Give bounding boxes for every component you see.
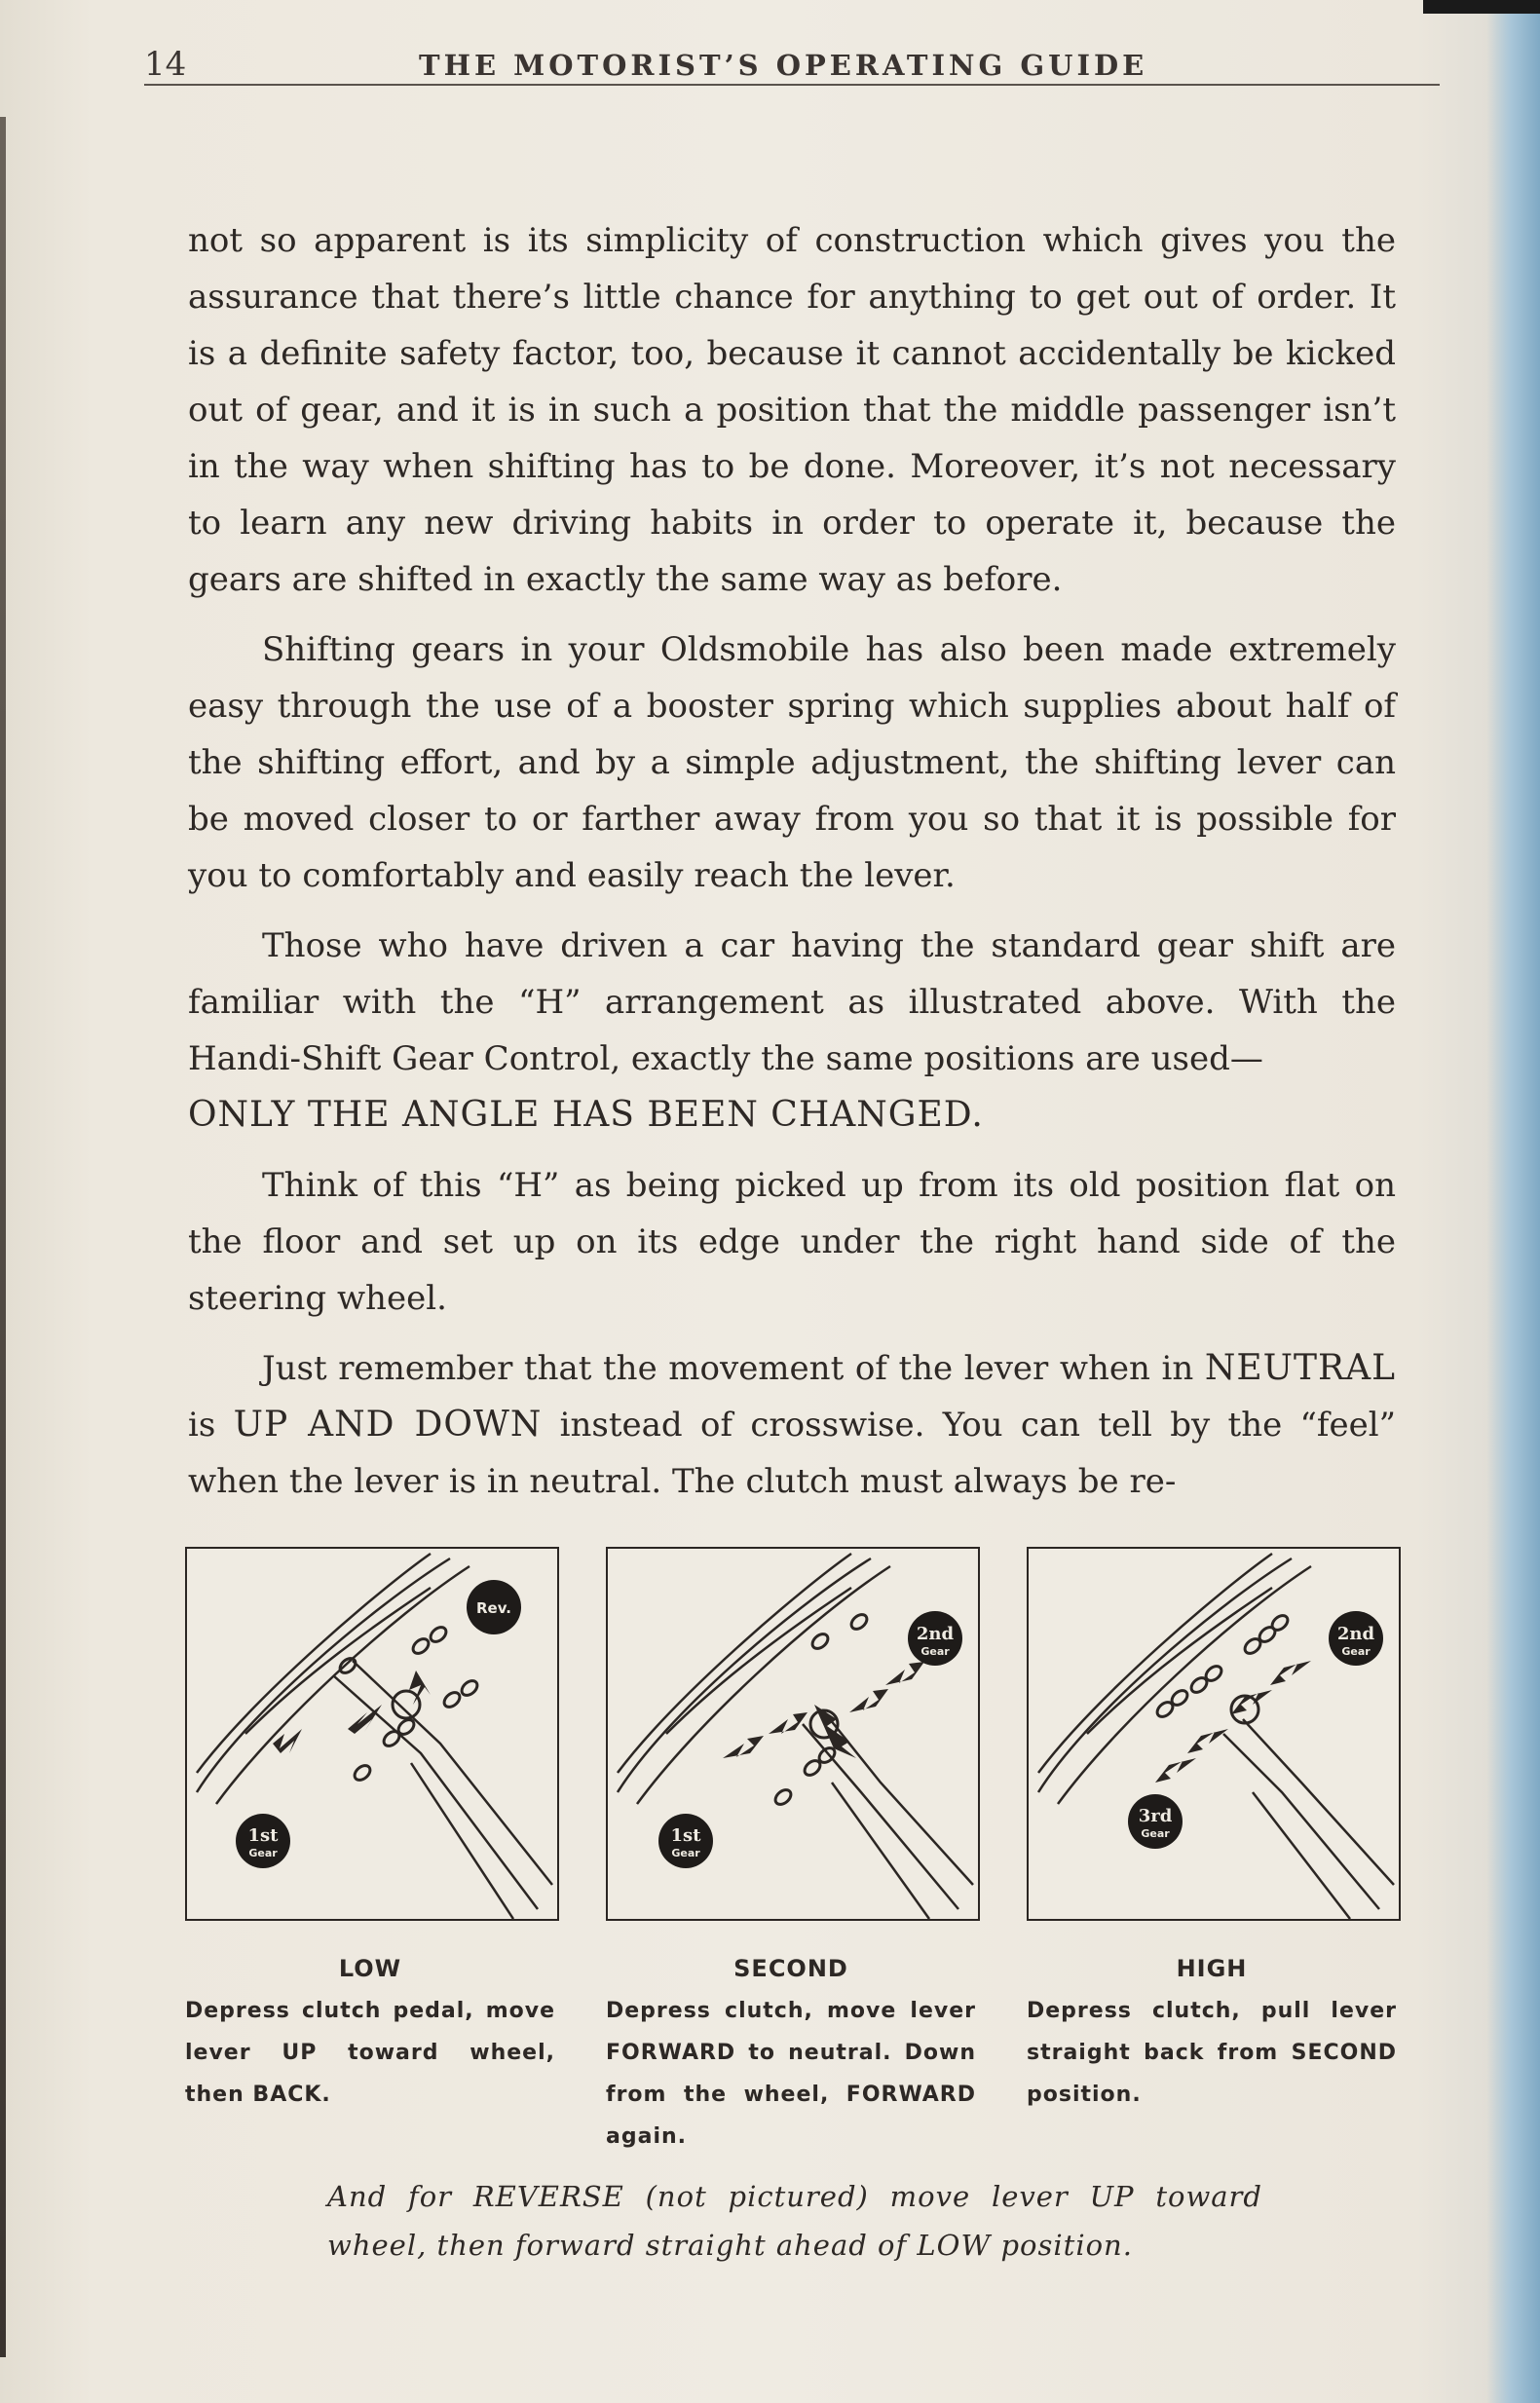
- paragraph-3: [188, 918, 1396, 1144]
- figure-high: [1027, 1547, 1401, 1921]
- caption-title: LOW: [338, 1955, 402, 1982]
- low-gear-diagram-icon: [187, 1549, 557, 1919]
- badge-2nd: 2nd: [916, 1624, 955, 1644]
- paragraph-1: not so apparent is its simplicity of construction which gives you the assurance that there’s little chance for anything to get out of order. It is a definite safety factor, too, because it cannot accidentally be kicked out of gear, and it is in such a position that the middle passenger isn’t in the way when shifting has to be done. Moreover, it’s not necessary to learn any new driving habits in order to operate it, because the gears are shifted in exactly the same way as before.: [188, 221, 1396, 599]
- figure-captions: [185, 1948, 1397, 2172]
- badge-rev: Rev.: [476, 1599, 511, 1617]
- badge-1st-gear: Gear: [671, 1847, 700, 1859]
- paragraph-4: Think of this “H” as being picked up from its old position flat on the floor and set up on its edge under the right hand side of the steering wheel.: [188, 1166, 1396, 1318]
- caption-text: Depress clutch, move lever FORWARD to neutral. Down from the wheel, FORWARD again.: [606, 1999, 976, 2149]
- paragraph-5-text-c: instead of crosswise. You can tell by the “feel” when the lever is in neutral. The clutch must always be re-: [188, 1406, 1396, 1501]
- gear-shift-figures: [185, 1547, 1393, 1941]
- page-edge-shadow: [1486, 0, 1540, 2403]
- caption-second: [606, 1948, 976, 2158]
- page-number: 14: [144, 45, 187, 84]
- figure-second: [606, 1547, 980, 1921]
- paragraph-5-up-down: UP AND DOWN: [233, 1405, 543, 1445]
- paragraph-5-text-b: is: [188, 1406, 234, 1445]
- caption-title: SECOND: [733, 1955, 848, 1982]
- paragraph-5-text-a: Just remember that the movement of the lever when in: [262, 1349, 1205, 1388]
- caption-text: Depress clutch, pull lever straight back from SECOND position.: [1027, 1999, 1397, 2107]
- paragraph-2: Shifting gears in your Oldsmobile has also been made extremely easy through the use of a booster spring which supplies about half of the shifting effort, and by a simple adjustment, the shifting lever can be moved closer to or farther away from you so that it is possible for you to comfortably and easily reach the lever.: [188, 630, 1396, 895]
- badge-1st: 1st: [247, 1825, 279, 1846]
- caption-high: [1027, 1948, 1397, 2116]
- high-gear-diagram-icon: [1029, 1549, 1399, 1919]
- paragraph-3-text: Those who have driven a car having the standard gear shift are familiar with the “H” arrangement as illustrated above. With the Handi-Shift Gear Control, exactly the same positions are used—: [188, 926, 1396, 1078]
- badge-3rd-gear: Gear: [1141, 1827, 1170, 1840]
- caption-text: Depress clutch pedal, move lever UP toward wheel, then BACK.: [185, 1999, 555, 2107]
- binding-edge: [0, 117, 6, 2357]
- page-corner-shadow: [1423, 0, 1540, 14]
- badge-2nd-gear: Gear: [1341, 1645, 1371, 1658]
- caption-low: [185, 1948, 555, 2116]
- paragraph-5: [188, 1340, 1396, 1510]
- caption-title: HIGH: [1176, 1955, 1248, 1982]
- badge-1st: 1st: [670, 1825, 701, 1846]
- running-head: THE MOTORIST’S OPERATING GUIDE: [419, 49, 1148, 82]
- figure-low: [185, 1547, 559, 1921]
- paragraph-5-neutral: NEUTRAL: [1204, 1348, 1396, 1388]
- header-rule: [144, 84, 1440, 86]
- badge-1st-gear: Gear: [248, 1847, 278, 1859]
- footnote: And for REVERSE (not pictured) move lever UP toward wheel, then forward straight ahead of LOW position.: [327, 2180, 1262, 2262]
- second-gear-diagram-icon: [608, 1549, 978, 1919]
- badge-2nd-gear: Gear: [920, 1645, 950, 1658]
- badge-3rd: 3rd: [1138, 1806, 1173, 1826]
- badge-2nd: 2nd: [1336, 1624, 1375, 1644]
- paragraph-3-emphasis: ONLY THE ANGLE HAS BEEN CHANGED.: [188, 1095, 984, 1135]
- body-text: [188, 212, 1396, 1523]
